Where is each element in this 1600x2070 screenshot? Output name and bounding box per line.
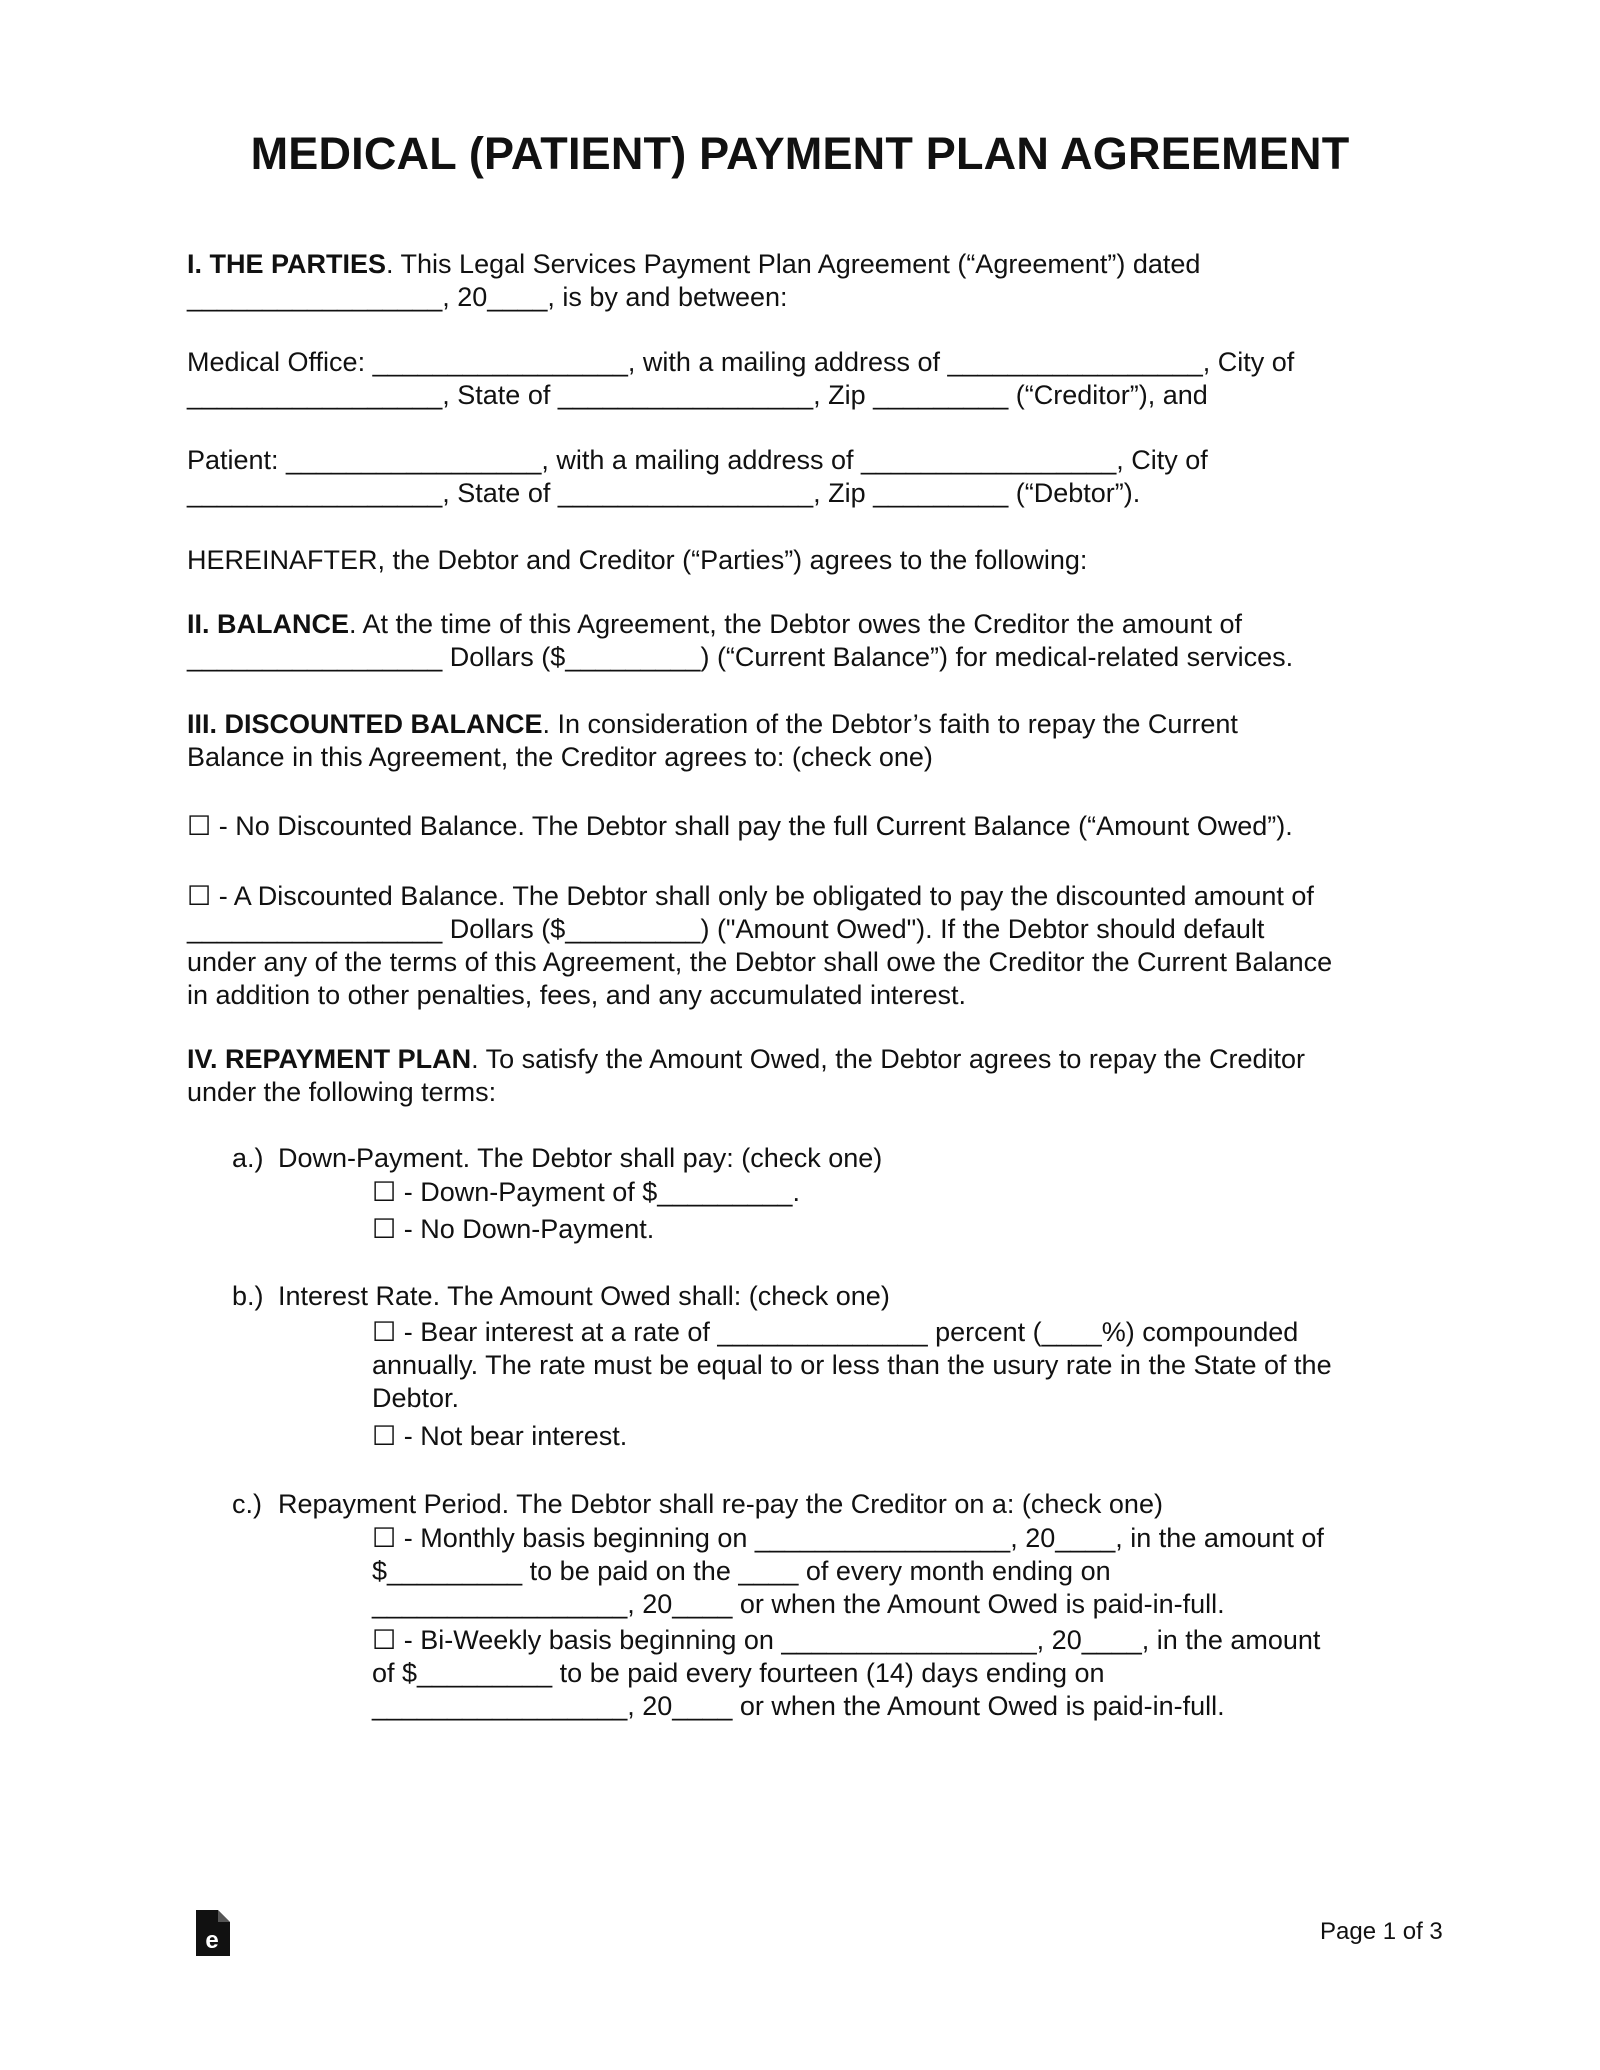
medical-office-block — [187, 346, 1427, 412]
item-c-text: Repayment Period. The Debtor shall re-pay the Creditor on a: (check one) — [278, 1489, 1163, 1519]
no-down-payment-option[interactable]: ☐ - No Down-Payment. — [372, 1214, 655, 1244]
balance-amount-line: _________________ Dollars ($_________) (“Current Balance”) for medical-related services. — [187, 642, 1294, 672]
repayment-heading: IV. REPAYMENT PLAN — [187, 1044, 472, 1074]
svg-text:e: e — [205, 1927, 219, 1954]
patient-block — [187, 444, 1427, 510]
item-b-text: Interest Rate. The Amount Owed shall: (check one) — [278, 1281, 890, 1311]
item-b-label: b.) — [232, 1281, 264, 1311]
item-a-label: a.) — [232, 1143, 264, 1173]
section-parties — [187, 248, 1427, 314]
patient-line-2: _________________, State of _________________, Zip _________ (“Debtor”). — [187, 478, 1141, 508]
biweekly-basis-option[interactable]: ☐ - Bi-Weekly basis beginning on _________________, 20____, in the amount of $_________ to be paid every fourteen (14) days ending on _________________, 20____ or when the Amount Owed is paid-in-full. — [372, 1625, 1321, 1721]
section-balance — [187, 608, 1427, 674]
parties-text: . This Legal Services Payment Plan Agreement (“Agreement”) dated — [386, 249, 1201, 279]
no-interest-option[interactable]: ☐ - Not bear interest. — [372, 1421, 628, 1451]
bear-interest-option[interactable]: ☐ - Bear interest at a rate of ______________ percent (____%) compounded annually. The rate must be equal to or less than the usury rate in the State of the Debtor. — [372, 1317, 1332, 1413]
medical-office-line-2: _________________, State of _________________, Zip _________ (“Creditor”), and — [187, 380, 1208, 410]
parties-heading: I. THE PARTIES — [187, 249, 387, 279]
balance-heading: II. BALANCE — [187, 609, 349, 639]
monthly-basis-option[interactable]: ☐ - Monthly basis beginning on _________________, 20____, in the amount of $_________ to be paid on the ____ of every month ending on _________________, 20____ or when the Amount Owed is paid-in-full. — [372, 1523, 1324, 1619]
hereinafter-text: HEREINAFTER, the Debtor and Creditor (“Parties”) agrees to the following: — [187, 545, 1088, 575]
item-a-text: Down-Payment. The Debtor shall pay: (check one) — [278, 1143, 883, 1173]
discounted-text: . In consideration of the Debtor’s faith to repay the Current — [542, 709, 1238, 739]
medical-office-line-1: Medical Office: _________________, with a mailing address of _________________, City of — [187, 347, 1295, 377]
document-title: MEDICAL (PATIENT) PAYMENT PLAN AGREEMENT — [250, 128, 1350, 179]
section-discounted-balance — [187, 708, 1427, 774]
esign-logo-icon — [196, 1910, 230, 1956]
parties-date-line: _________________, 20____, is by and between: — [187, 282, 788, 312]
down-payment-option[interactable]: ☐ - Down-Payment of $_________. — [372, 1177, 800, 1207]
section-repayment-plan — [187, 1043, 1427, 1109]
discount-option-none[interactable]: ☐ - No Discounted Balance. The Debtor shall pay the full Current Balance (“Amount Owed”). — [187, 811, 1293, 841]
balance-text: . At the time of this Agreement, the Debtor owes the Creditor the amount of — [349, 609, 1242, 639]
discounted-heading: III. DISCOUNTED BALANCE — [187, 709, 543, 739]
discounted-text-2: Balance in this Agreement, the Creditor agrees to: (check one) — [187, 742, 933, 772]
repayment-text-2: under the following terms: — [187, 1077, 497, 1107]
patient-line-1: Patient: _________________, with a mailing address of _________________, City of — [187, 445, 1208, 475]
repayment-text: . To satisfy the Amount Owed, the Debtor agrees to repay the Creditor — [471, 1044, 1306, 1074]
page-number: Page 1 of 3 — [1320, 1918, 1443, 1945]
discount-option-discounted[interactable]: ☐ - A Discounted Balance. The Debtor shall only be obligated to pay the discounted amount of _________________ Dollars ($_________) ("Amount Owed"). If the Debtor should default under any of the terms of this Agreement, the Debtor shall owe the Creditor the Current Balance in addition to other penalties, fees, and any accumulated interest. — [187, 881, 1333, 1010]
item-c-label: c.) — [232, 1489, 262, 1519]
